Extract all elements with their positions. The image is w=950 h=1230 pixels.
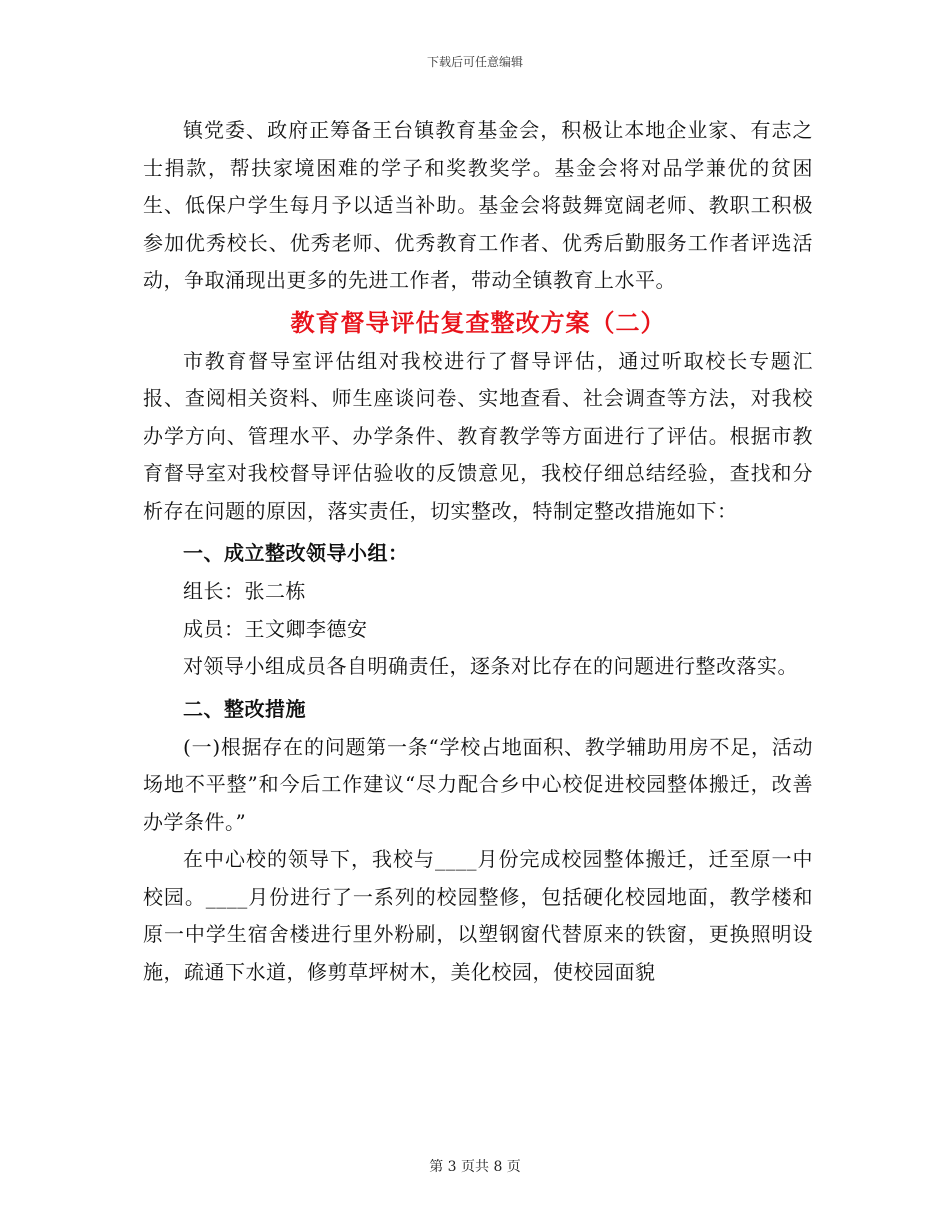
page-footer: 第 3 页共 8 页	[429, 1159, 521, 1175]
leader-line: 组长：张二栋	[183, 579, 306, 603]
section-title: 教育督导评估复查整改方案（二）	[290, 307, 666, 337]
members-line: 成员：王文卿李德安	[183, 616, 368, 641]
document-body	[143, 112, 813, 991]
heading-leadership-group: 一、成立整改领导小组：	[183, 541, 409, 565]
paragraph-responsibility: 对领导小组成员各自明确责任，逐条对比存在的问题进行整改落实。	[183, 654, 798, 678]
paragraph-foundation: 镇党委、政府正筹备王台镇教育基金会，积极让本地企业家、有志之士捐款，帮扶家境困难的学子和奖教奖学。基金会将对品学兼优的贫困生、低保户学生每月予以适当补助。基金会将鼓舞宽阔老师、教职工积极参加优秀校长、优秀老师、优秀教育工作者、优秀后勤服务工作者评选活动，争取涌现出更多的先进工作者，带动全镇教育上水平。	[143, 118, 813, 292]
paragraph-measure-one: (一)根据存在的问题第一条“学校占地面积、教学辅助用房不足，活动场地不平整”和今后工作建议“尽力配合乡中心校促进校园整体搬迁，改善办学条件。”	[143, 734, 813, 834]
paragraph-intro: 市教育督导室评估组对我校进行了督导评估，通过听取校长专题汇报、查阅相关资料、师生座谈问卷、实地查看、社会调查等方法，对我校办学方向、管理水平、办学条件、教育教学等方面进行了评估。根据市教育督导室对我校督导评估验收的反馈意见，我校仔细总结经验，查找和分析存在问题的原因，落实责任，切实整改，特制定整改措施如下：	[143, 348, 813, 523]
heading-measures: 二、整改措施	[183, 696, 306, 721]
page-header: 下载后可任意编辑	[426, 55, 523, 69]
paragraph-relocation: 在中心校的领导下，我校与____月份完成校园整体搬迁，迁至原一中校园。____月份进行了一系列的校园整修，包括硬化校园地面，教学楼和原一中学生宿舍楼进行里外粉刷，以塑钢窗代替原来的铁窗，更换照明设施，疏通下水道，修剪草坪树木，美化校园，使校园面貌	[143, 847, 813, 984]
